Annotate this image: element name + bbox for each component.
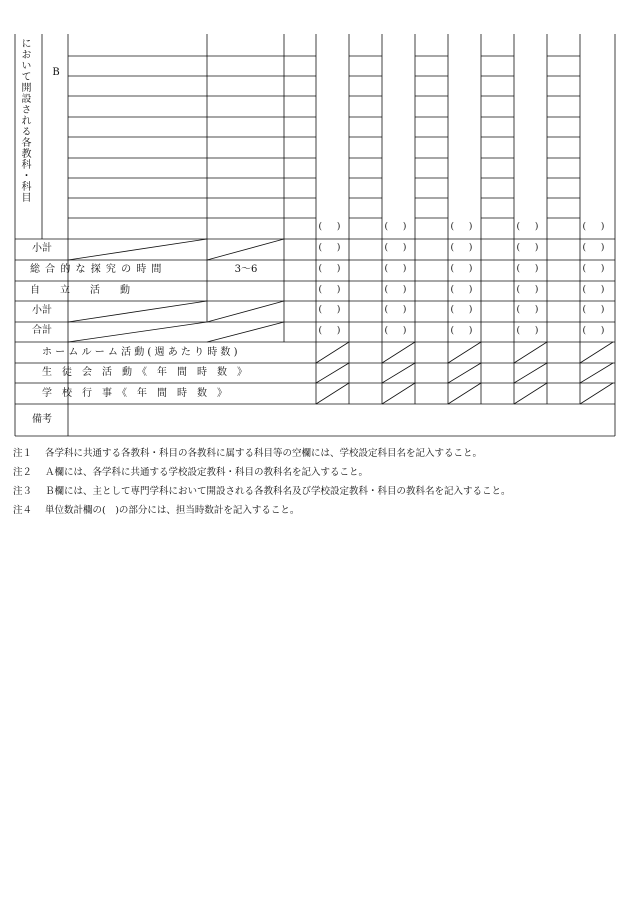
hours-paren-marker: ( ) (582, 305, 611, 315)
activity-diagonal (316, 363, 349, 383)
subtotal-diagonal (68, 301, 207, 322)
independent-activity-label: 自 立 活 動 (30, 285, 130, 296)
side-label: において開設される各教科・科目 (19, 38, 30, 203)
hours-paren-marker: ( ) (318, 285, 347, 295)
note-1-number: 注１ (13, 448, 33, 459)
hours-paren-marker: ( ) (516, 222, 545, 232)
note-4-number: 注４ (13, 505, 33, 516)
activity-diagonal (580, 383, 613, 404)
hours-paren-marker: ( ) (582, 243, 611, 253)
subtotal-diagonal (207, 239, 284, 260)
activity-diagonal (514, 342, 547, 363)
hours-paren-marker: ( ) (318, 264, 347, 274)
total-diagonal (207, 322, 284, 342)
hours-paren-marker: ( ) (318, 222, 347, 232)
note-1 (13, 445, 482, 459)
student-council-label: 生 徒 会 活 動 《 年 間 時 数 》 (42, 367, 247, 378)
note-3-number: 注３ (13, 486, 33, 497)
hours-paren-marker: ( ) (318, 243, 347, 253)
note-2 (13, 464, 368, 478)
note-3 (13, 483, 511, 497)
activity-diagonal (514, 383, 547, 404)
homeroom-label: ホ ー ム ル ー ム 活 動 ( 週 あ た り 時 数 ) (42, 347, 238, 358)
activity-diagonal (448, 363, 481, 383)
subtotal-diagonal (68, 239, 207, 260)
hours-paren-marker: ( ) (582, 285, 611, 295)
note-3-text: Ｂ欄には、主として専門学科において開設される各教科名及び学校設定教科・科目の教科名を記入すること。 (45, 486, 511, 497)
hours-paren-marker: ( ) (384, 243, 413, 253)
hours-paren-marker: ( ) (582, 264, 611, 274)
total-label: 合計 (32, 325, 52, 336)
activity-diagonal (382, 383, 415, 404)
hours-paren-marker: ( ) (516, 264, 545, 274)
note-4 (13, 502, 299, 516)
hours-paren-marker: ( ) (516, 326, 545, 336)
activity-diagonal (514, 363, 547, 383)
hours-paren-marker: ( ) (318, 326, 347, 336)
integrated-study-units: 3〜6 (234, 264, 258, 275)
hours-paren-marker: ( ) (516, 305, 545, 315)
activity-diagonal (316, 342, 349, 363)
hours-paren-marker: ( ) (450, 243, 479, 253)
hours-paren-marker: ( ) (318, 305, 347, 315)
note-4-text: 単位数計欄の( )の部分には、担当時数計を記入すること。 (45, 505, 300, 516)
remarks-label: 備考 (32, 414, 52, 425)
note-1-text: 各学科に共通する各教科・科目の各教科に属する科目等の空欄には、学校設定科目名を記入すること。 (45, 448, 483, 459)
activity-diagonal (448, 342, 481, 363)
school-events-label: 学 校 行 事 《 年 間 時 数 》 (42, 388, 227, 399)
hours-paren-marker: ( ) (384, 326, 413, 336)
hours-paren-marker: ( ) (384, 264, 413, 274)
integrated-study-label: 総 合 的 な 探 究 の 時 間 (30, 264, 163, 275)
hours-paren-marker: ( ) (582, 222, 611, 232)
hours-paren-marker: ( ) (450, 305, 479, 315)
activity-diagonal (580, 342, 613, 363)
note-2-text: Ａ欄には、各学科に共通する学校設定教科・科目の教科名を記入すること。 (45, 467, 369, 478)
hours-paren-marker: ( ) (384, 222, 413, 232)
total-diagonal (68, 322, 207, 342)
activity-diagonal (580, 363, 613, 383)
hours-paren-marker: ( ) (450, 285, 479, 295)
subtotal2-label: 小計 (32, 305, 52, 316)
hours-paren-marker: ( ) (450, 222, 479, 232)
hours-paren-marker: ( ) (516, 285, 545, 295)
hours-paren-marker: ( ) (582, 326, 611, 336)
activity-diagonal (316, 383, 349, 404)
hours-paren-marker: ( ) (384, 305, 413, 315)
activity-diagonal (382, 363, 415, 383)
activity-diagonal (448, 383, 481, 404)
hours-paren-marker: ( ) (450, 264, 479, 274)
subtotal-label: 小計 (32, 243, 52, 254)
activity-diagonal (382, 342, 415, 363)
note-2-number: 注２ (13, 467, 33, 478)
group-label-b: B (52, 67, 60, 78)
hours-paren-marker: ( ) (450, 326, 479, 336)
hours-paren-marker: ( ) (516, 243, 545, 253)
hours-paren-marker: ( ) (384, 285, 413, 295)
subtotal-diagonal (207, 301, 284, 322)
curriculum-table (0, 0, 630, 440)
